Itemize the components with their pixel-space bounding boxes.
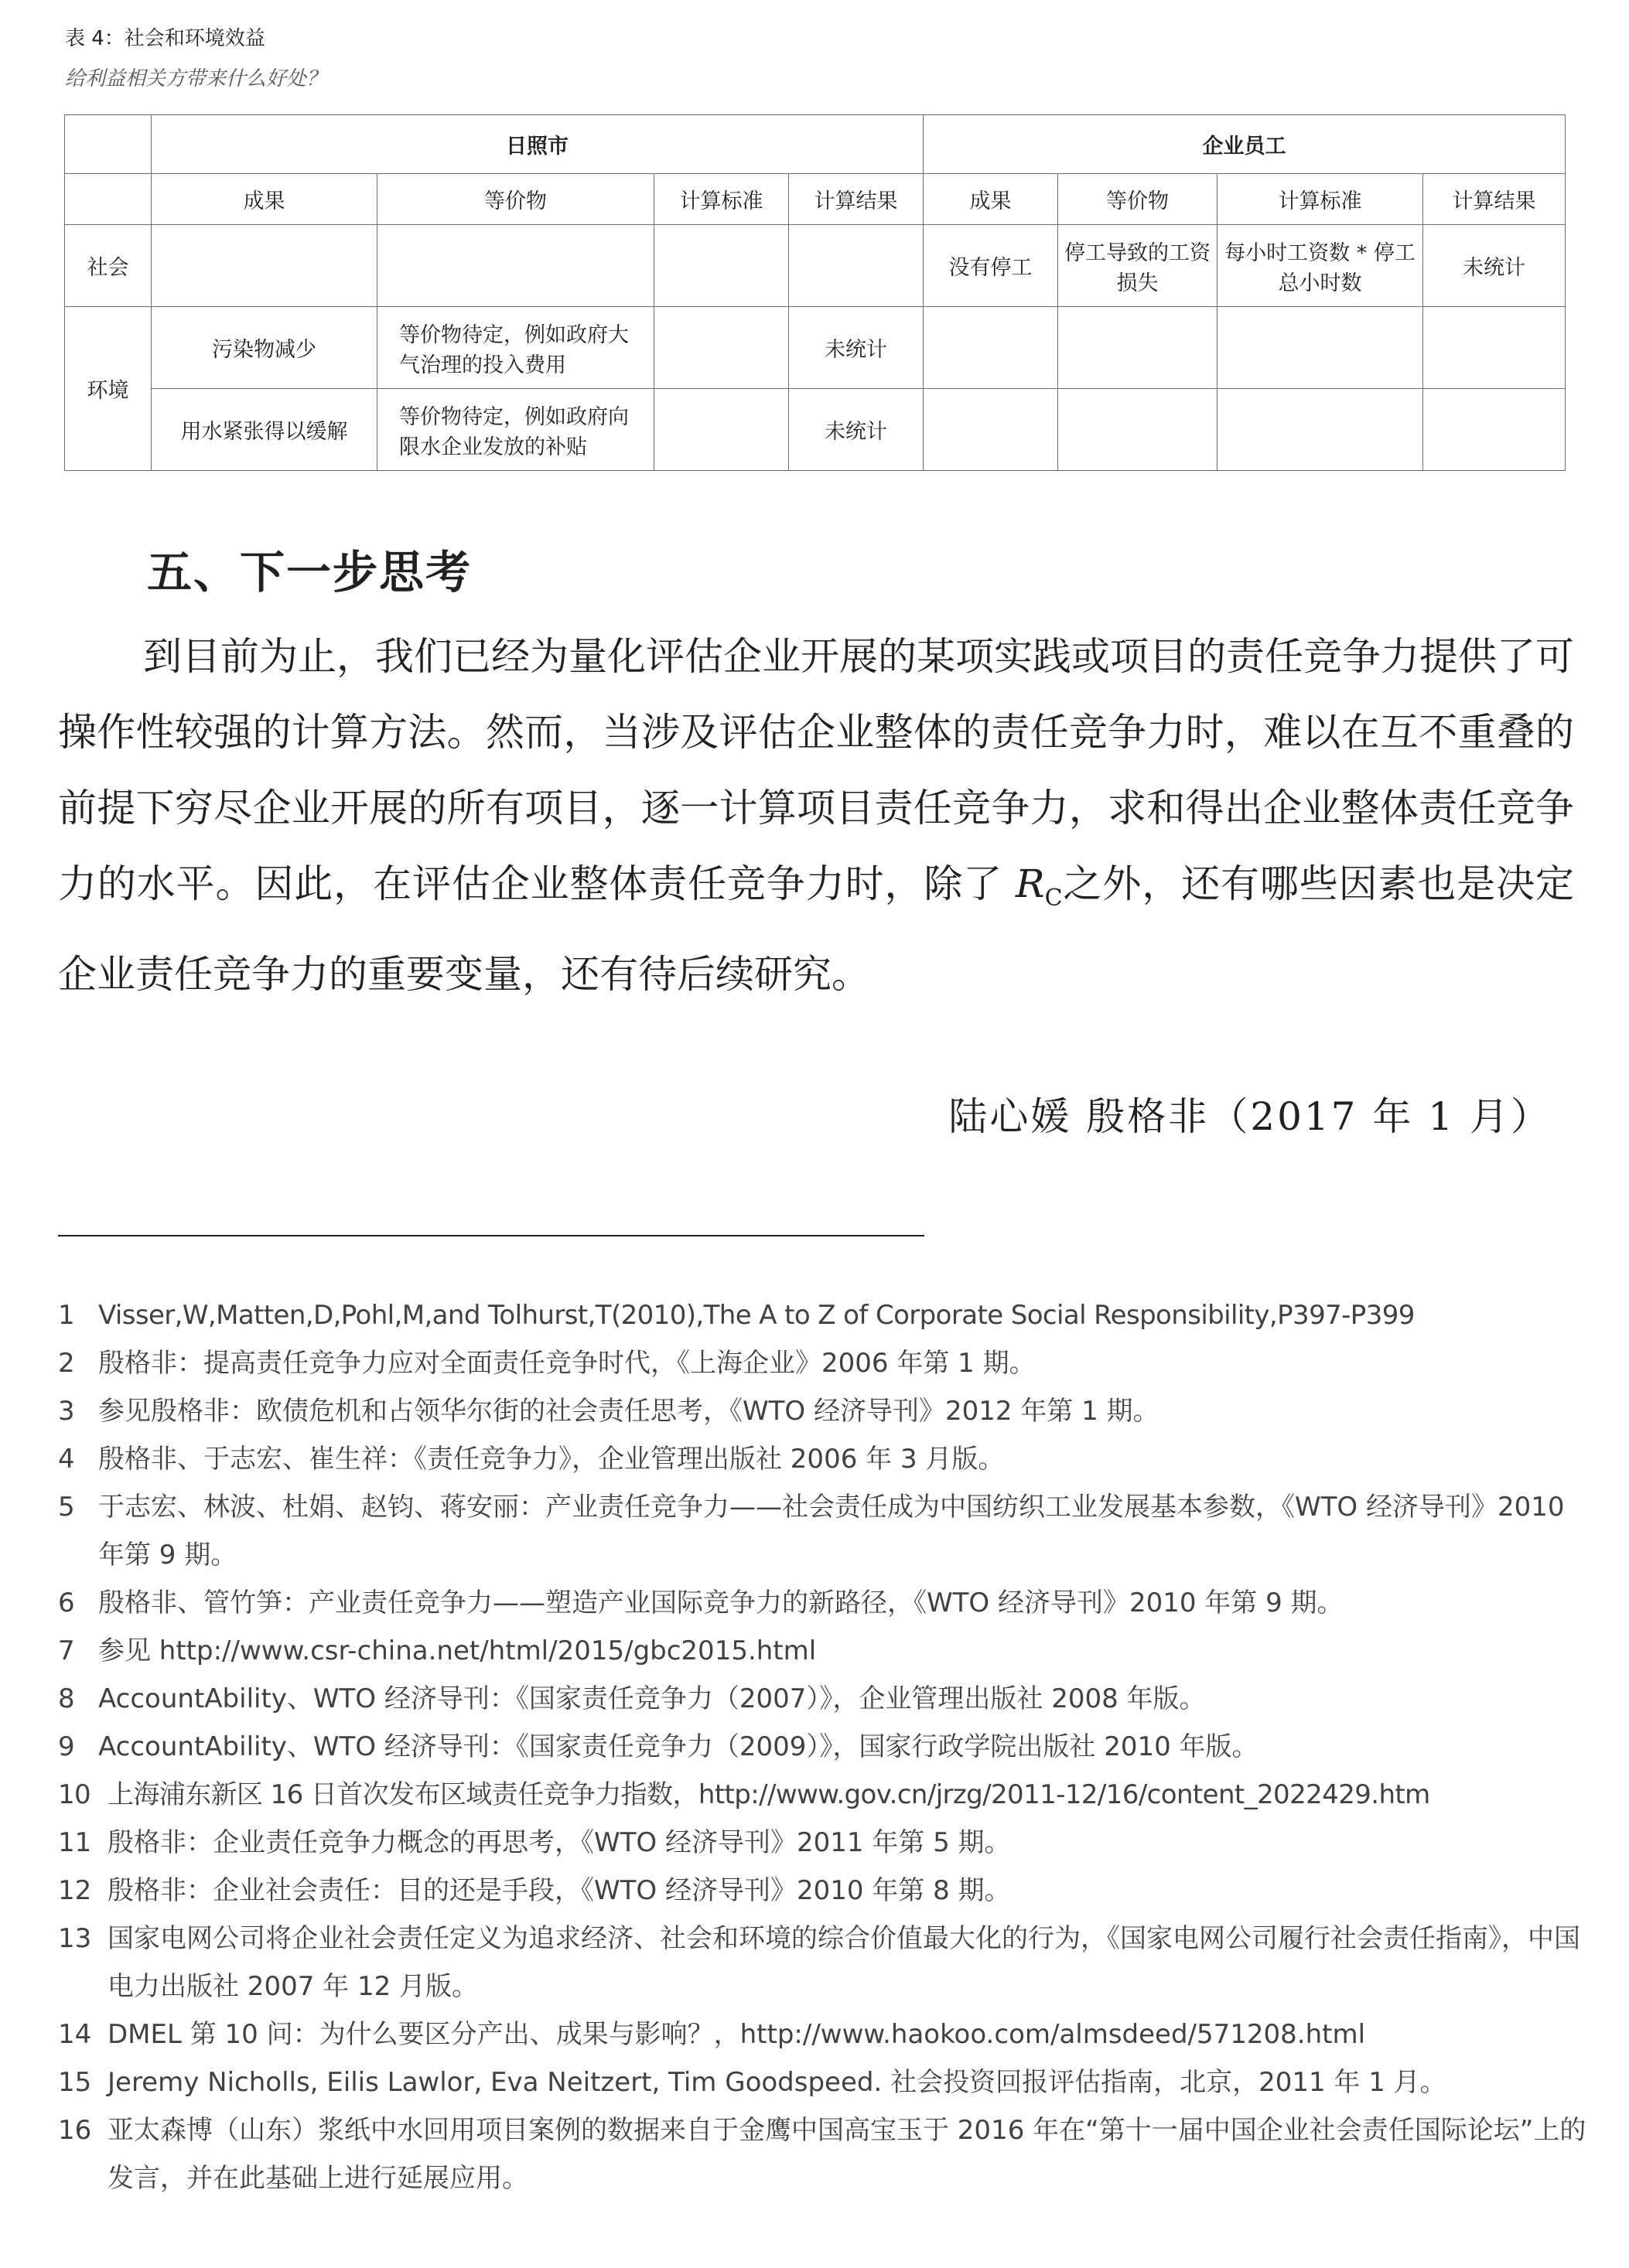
body-paragraph xyxy=(58,619,1574,1012)
table-caption: 表 4：社会和环境效益 xyxy=(65,27,265,50)
column-header: 计算标准 xyxy=(1217,174,1423,225)
table-cell xyxy=(1423,389,1566,471)
table-cell xyxy=(1217,389,1423,471)
corner-cell xyxy=(65,115,152,174)
footnote-number: 12 xyxy=(58,1875,92,1906)
table-cell: 用水紧张得以缓解 xyxy=(152,389,377,471)
footnote-number: 14 xyxy=(58,2019,92,2050)
footnote-item xyxy=(58,1627,1597,1675)
footnote-number: 4 xyxy=(58,1444,75,1475)
rc-letter: R xyxy=(1015,861,1045,906)
section-heading: 五、下一步思考 xyxy=(147,546,473,599)
row-label-environment: 环境 xyxy=(65,307,152,471)
table-cell xyxy=(654,389,789,471)
footnote-item xyxy=(58,1915,1597,2011)
footnote-number: 5 xyxy=(58,1492,75,1523)
paragraph-text: 之外，还有哪些因素也是决定企业责任竞争力的重要变量，还有待后续研究。 xyxy=(58,861,1574,997)
footnote-text: AccountAbility、WTO 经济导刊：《国家责任竞争力（2007）》，企业管理出版社 2008 年版。 xyxy=(98,1683,1206,1714)
footnote-number: 10 xyxy=(58,1779,91,1810)
footnote-item xyxy=(58,2058,1597,2106)
rc-subscript: C xyxy=(1044,885,1063,912)
table-cell: 等价物待定，例如政府大气治理的投入费用 xyxy=(377,307,654,389)
author-signature: 陆心媛 殷格非（2017 年 1 月） xyxy=(948,1094,1552,1139)
footnote-number: 1 xyxy=(58,1300,75,1331)
table-cell: 没有停工 xyxy=(924,225,1058,307)
table-row xyxy=(65,174,1566,225)
footnote-number: 8 xyxy=(58,1683,75,1714)
footnote-item xyxy=(58,2106,1597,2202)
table-cell: 等价物待定，例如政府向限水企业发放的补贴 xyxy=(377,389,654,471)
table-row xyxy=(65,307,1566,389)
footnote-item xyxy=(58,1819,1597,1867)
table-cell: 停工导致的工资损失 xyxy=(1058,225,1217,307)
footnote-item xyxy=(58,1675,1597,1723)
footnote-item xyxy=(58,1771,1597,1819)
footnote-item xyxy=(58,1387,1597,1435)
column-header: 计算结果 xyxy=(789,174,924,225)
footnote-text: 上海浦东新区 16 日首次发布区域责任竞争力指数，http://www.gov.cn/jrzg/2011-12/16/content_2022429.htm xyxy=(108,1779,1430,1810)
table-cell: 未统计 xyxy=(1423,225,1566,307)
footnote-divider xyxy=(58,1235,924,1236)
footnote-text: AccountAbility、WTO 经济导刊：《国家责任竞争力（2009）》，国家行政学院出版社 2010 年版。 xyxy=(98,1731,1258,1762)
footnote-item xyxy=(58,1723,1597,1771)
footnote-item xyxy=(58,1867,1597,1915)
footnote-text: 国家电网公司将企业社会责任定义为追求经济、社会和环境的综合价值最大化的行为，《国家电网公司履行社会责任指南》，中国电力出版社 2007 年 12 月版。 xyxy=(108,1923,1580,2002)
column-header: 成果 xyxy=(924,174,1058,225)
table-row xyxy=(65,115,1566,174)
footnote-text: 殷格非、于志宏、崔生祥：《责任竞争力》，企业管理出版社 2006 年 3 月版。 xyxy=(98,1444,1005,1475)
table-cell xyxy=(1058,389,1217,471)
table-cell xyxy=(1058,307,1217,389)
footnote-text: 殷格非：提高责任竞争力应对全面责任竞争时代，《上海企业》2006 年第 1 期。 xyxy=(98,1348,1036,1379)
table-cell xyxy=(654,307,789,389)
table-cell xyxy=(377,225,654,307)
footnote-text: 殷格非：企业责任竞争力概念的再思考，《WTO 经济导刊》2011 年第 5 期。 xyxy=(108,1827,1011,1858)
footnote-number: 6 xyxy=(58,1588,75,1618)
table-cell xyxy=(1217,307,1423,389)
footnote-text: 殷格非：企业社会责任：目的还是手段，《WTO 经济导刊》2010 年第 8 期。 xyxy=(108,1875,1011,1906)
footnote-text: 亚太森博（山东）浆纸中水回用项目案例的数据来自于金鹰中国高宝玉于 2016 年在“第十一届中国企业社会责任国际论坛”上的发言，并在此基础上进行延展应用。 xyxy=(108,2115,1586,2194)
footnote-item xyxy=(58,1579,1597,1627)
table-cell: 每小时工资数 * 停工总小时数 xyxy=(1217,225,1423,307)
table-cell xyxy=(789,225,924,307)
footnote-text: DMEL 第 10 问：为什么要区分产出、成果与影响？，http://www.haokoo.com/almsdeed/571208.html xyxy=(108,2019,1366,2050)
group-header-employees: 企业员工 xyxy=(924,115,1566,174)
footnote-number: 2 xyxy=(58,1348,75,1379)
table-subcaption: 给利益相关方带来什么好处？ xyxy=(65,67,327,90)
column-header: 计算标准 xyxy=(654,174,789,225)
footnote-item xyxy=(58,1291,1597,1339)
column-header: 等价物 xyxy=(1058,174,1217,225)
footnote-item xyxy=(58,1435,1597,1483)
column-header: 计算结果 xyxy=(1423,174,1566,225)
footnote-number: 3 xyxy=(58,1396,75,1427)
footnote-number: 15 xyxy=(58,2067,92,2098)
table-cell xyxy=(152,225,377,307)
rc-symbol xyxy=(1002,861,1063,912)
table-cell xyxy=(924,389,1058,471)
group-header-rizhao: 日照市 xyxy=(152,115,924,174)
footnote-list xyxy=(58,1291,1597,2202)
table-cell xyxy=(1423,307,1566,389)
paragraph-text: 到目前为止，我们已经为量化评估企业开展的某项实践或项目的责任竞争力提供了可操作性较强的计算方法。然而，当涉及评估企业整体的责任竞争力时，难以在互不重叠的前提下穷尽企业开展的所有项目，逐一计算项目责任竞争力，求和得出企业整体责任竞争力的水平。因此，在评估企业整体责任竞争力时，除了 xyxy=(58,634,1574,906)
footnote-number: 11 xyxy=(58,1827,92,1858)
table-row xyxy=(65,225,1566,307)
footnote-number: 13 xyxy=(58,1923,92,1954)
row-label-social: 社会 xyxy=(65,225,152,307)
footnote-text: 于志宏、林波、杜娟、赵钧、蒋安丽：产业责任竞争力——社会责任成为中国纺织工业发展基本参数，《WTO 经济导刊》2010 年第 9 期。 xyxy=(98,1492,1565,1571)
benefits-table xyxy=(64,114,1566,471)
footnote-text: Visser,W,Matten,D,Pohl,M,and Tolhurst,T(2010),The A to Z of Corporate Social Responsibility,P397-P399 xyxy=(98,1300,1415,1331)
table-cell xyxy=(654,225,789,307)
column-header: 等价物 xyxy=(377,174,654,225)
footnote-text: 殷格非、管竹笋：产业责任竞争力——塑造产业国际竞争力的新路径，《WTO 经济导刊》2010 年第 9 期。 xyxy=(98,1588,1344,1618)
column-header: 成果 xyxy=(152,174,377,225)
table-cell: 未统计 xyxy=(789,307,924,389)
footnote-text: Jeremy Nicholls, Eilis Lawlor, Eva Neitzert, Tim Goodspeed. 社会投资回报评估指南，北京，2011 年 1 月。 xyxy=(108,2067,1446,2098)
footnote-item xyxy=(58,1483,1597,1579)
table-row xyxy=(65,389,1566,471)
corner-cell xyxy=(65,174,152,225)
footnote-number: 7 xyxy=(58,1635,75,1666)
table-cell: 污染物减少 xyxy=(152,307,377,389)
footnote-item xyxy=(58,1339,1597,1387)
table-cell: 未统计 xyxy=(789,389,924,471)
table-cell xyxy=(924,307,1058,389)
footnote-text: 参见 http://www.csr-china.net/html/2015/gbc2015.html xyxy=(98,1635,817,1666)
footnote-number: 16 xyxy=(58,2115,92,2146)
footnote-item xyxy=(58,2011,1597,2058)
footnote-text: 参见殷格非：欧债危机和占领华尔街的社会责任思考，《WTO 经济导刊》2012 年第 1 期。 xyxy=(98,1396,1159,1427)
footnote-number: 9 xyxy=(58,1731,75,1762)
